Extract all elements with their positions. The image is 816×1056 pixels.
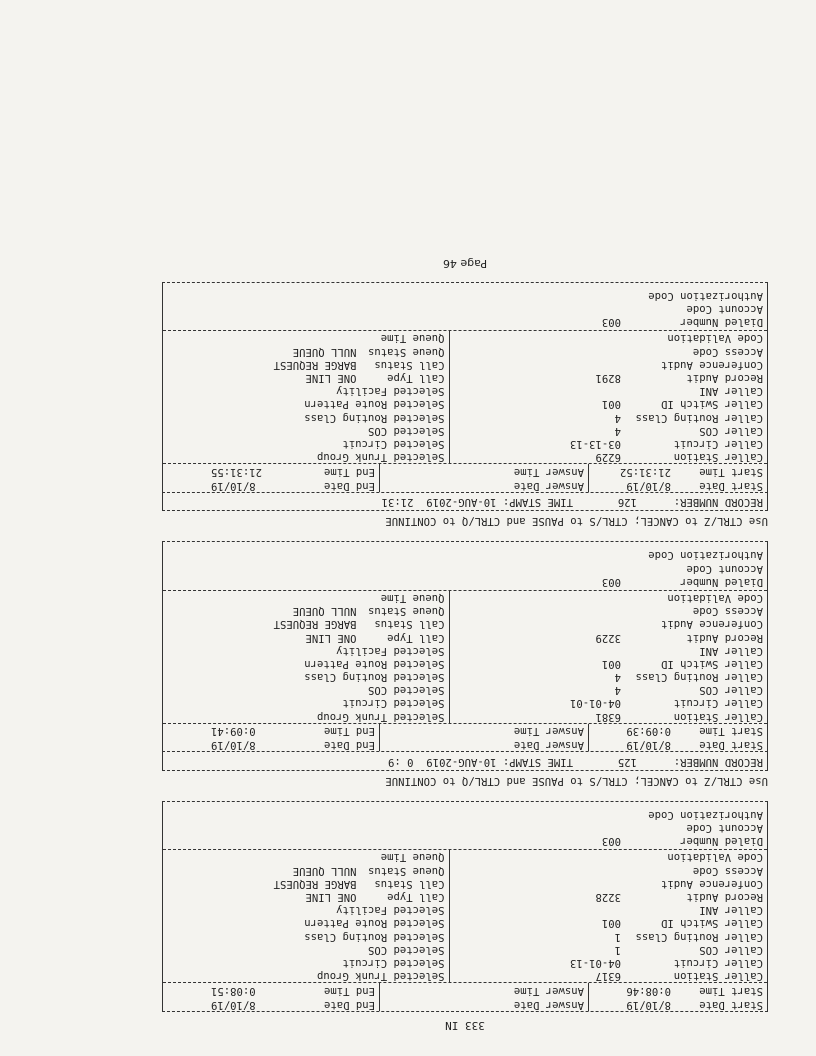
record-audit-label: Record Audit bbox=[686, 372, 763, 385]
selected-facility-label: Selected Facility bbox=[336, 644, 445, 657]
call-record bbox=[162, 801, 768, 1012]
caller-switch-id: 001 bbox=[601, 657, 621, 670]
call-type-label: Call Type bbox=[387, 372, 445, 385]
end-time-label: End Time bbox=[285, 464, 380, 478]
call-status-label: Call Status bbox=[374, 877, 445, 890]
caller-cos-label: Caller COS bbox=[699, 684, 763, 697]
start-time-label: Start Time bbox=[699, 725, 763, 738]
answer-date-label: Answer Date bbox=[484, 478, 589, 492]
call-type: ONE LINE bbox=[305, 631, 357, 644]
selected-column bbox=[163, 850, 449, 982]
answer-time bbox=[380, 724, 484, 738]
call-status: BARGE REQUEST bbox=[273, 877, 357, 890]
caller-ani-label: Caller ANI bbox=[699, 904, 763, 917]
answer-time-label: Answer Time bbox=[484, 983, 589, 997]
caller-ani-label: Caller ANI bbox=[699, 644, 763, 657]
record-number-row bbox=[162, 493, 768, 511]
account-code-label: Account Code bbox=[686, 822, 763, 835]
call-record bbox=[162, 541, 768, 787]
end-date: 8/10/19 bbox=[211, 998, 256, 1011]
start-time: 21:31:52 bbox=[619, 465, 671, 478]
record-number-label: RECORD NUMBER: bbox=[673, 755, 763, 768]
start-time: 0:08:46 bbox=[626, 984, 671, 997]
conference-audit-label: Conference Audit bbox=[660, 877, 763, 890]
caller-column bbox=[449, 850, 767, 982]
dialed-number: 003 bbox=[601, 835, 621, 848]
record-audit-label: Record Audit bbox=[686, 891, 763, 904]
answer-time-label: Answer Time bbox=[484, 464, 589, 478]
record-block bbox=[162, 542, 768, 751]
end-date-label: End Date bbox=[285, 737, 380, 751]
selected-cos-label: Selected COS bbox=[367, 684, 445, 697]
queue-status: NULL QUEUE bbox=[292, 864, 357, 877]
caller-station: 6317 bbox=[595, 970, 621, 983]
authorization-code-label: Authorization Code bbox=[648, 808, 763, 821]
divider bbox=[162, 510, 768, 511]
start-date-label: Start Date bbox=[699, 998, 763, 1011]
start-time-label: Start Time bbox=[699, 465, 763, 478]
answer-time bbox=[380, 983, 484, 997]
start-date: 8/10/19 bbox=[626, 479, 671, 492]
record-timestamp: TIME STAMP: 10-AUG-2019 0 :9 bbox=[388, 755, 573, 768]
start-date: 8/10/19 bbox=[626, 739, 671, 752]
end-date: 8/10/19 bbox=[211, 739, 256, 752]
selected-cos-label: Selected COS bbox=[367, 943, 445, 956]
caller-cos-label: Caller COS bbox=[699, 943, 763, 956]
dialed-number-label: Dialed Number bbox=[680, 575, 763, 588]
end-time-label: End Time bbox=[285, 983, 380, 997]
answer-time bbox=[380, 464, 484, 478]
selected-route-pattern-label: Selected Route Pattern bbox=[304, 657, 445, 670]
caller-station-label: Caller Station bbox=[673, 970, 763, 983]
caller-circuit-label: Caller Circuit bbox=[673, 437, 763, 450]
answer-date bbox=[380, 478, 484, 492]
authorization-code-label: Authorization Code bbox=[648, 289, 763, 302]
records-container bbox=[162, 282, 768, 1012]
page-label: 333 IN bbox=[445, 1019, 485, 1032]
caller-circuit: 04-01-01 bbox=[569, 697, 621, 710]
selected-routing-class-label: Selected Routing Class bbox=[304, 411, 445, 424]
divider bbox=[162, 492, 768, 493]
end-time-label: End Time bbox=[285, 724, 380, 738]
selected-routing-class-label: Selected Routing Class bbox=[304, 671, 445, 684]
end-time: 0:08:51 bbox=[211, 984, 256, 997]
divider bbox=[162, 541, 768, 542]
selected-facility-label: Selected Facility bbox=[336, 904, 445, 917]
caller-cos-label: Caller COS bbox=[699, 424, 763, 437]
access-code-label: Access Code bbox=[692, 345, 763, 358]
selected-circuit-label: Selected Circuit bbox=[342, 437, 445, 450]
cancel-pause-prompt: Use CTRL/Z to CANCEL; CTRL/S to PAUSE and CTRL/Q to CONTINUE bbox=[385, 774, 768, 787]
answer-date bbox=[380, 737, 484, 751]
call-status-label: Call Status bbox=[374, 618, 445, 631]
caller-station-label: Caller Station bbox=[673, 451, 763, 464]
answer-date-label: Answer Date bbox=[484, 997, 589, 1011]
divider bbox=[162, 770, 768, 771]
queue-time-label: Queue Time bbox=[380, 851, 445, 864]
start-date-label: Start Date bbox=[699, 739, 763, 752]
call-status: BARGE REQUEST bbox=[273, 618, 357, 631]
caller-station: 6229 bbox=[595, 451, 621, 464]
record-number-row bbox=[162, 752, 768, 770]
caller-circuit: 03-13-13 bbox=[569, 437, 621, 450]
caller-circuit-label: Caller Circuit bbox=[673, 697, 763, 710]
divider bbox=[162, 751, 768, 752]
time-row bbox=[163, 724, 767, 738]
dialed-number-label: Dialed Number bbox=[680, 835, 763, 848]
queue-status-label: Queue Status bbox=[367, 345, 445, 358]
dialing-info bbox=[163, 283, 767, 331]
cancel-pause-prompt: Use CTRL/Z to CANCEL; CTRL/S to PAUSE and CTRL/Q to CONTINUE bbox=[385, 515, 768, 528]
selected-column bbox=[163, 331, 449, 463]
selected-route-pattern-label: Selected Route Pattern bbox=[304, 917, 445, 930]
selected-routing-class-label: Selected Routing Class bbox=[304, 930, 445, 943]
time-row bbox=[163, 983, 767, 997]
record-audit: 3228 bbox=[595, 891, 621, 904]
start-date-label: Start Date bbox=[699, 479, 763, 492]
divider bbox=[162, 801, 768, 802]
page-footer: Page 46 bbox=[442, 256, 488, 270]
caller-ani-label: Caller ANI bbox=[699, 385, 763, 398]
caller-switch-id-label: Caller Switch ID bbox=[660, 398, 763, 411]
selected-trunk-group-label: Selected Trunk Group bbox=[316, 710, 445, 723]
caller-routing-class: 1 bbox=[614, 930, 621, 943]
divider bbox=[162, 1011, 768, 1012]
end-time: 21:31:55 bbox=[211, 465, 263, 478]
caller-circuit: 04-01-13 bbox=[569, 956, 621, 969]
start-time: 0:09:39 bbox=[626, 725, 671, 738]
caller-routing-class: 4 bbox=[614, 411, 621, 424]
caller-circuit-label: Caller Circuit bbox=[673, 956, 763, 969]
end-date-label: End Date bbox=[285, 478, 380, 492]
answer-date bbox=[380, 997, 484, 1011]
selected-circuit-label: Selected Circuit bbox=[342, 956, 445, 969]
caller-routing-class: 4 bbox=[614, 671, 621, 684]
end-date-label: End Date bbox=[285, 997, 380, 1011]
call-type: ONE LINE bbox=[305, 372, 357, 385]
queue-time-label: Queue Time bbox=[380, 591, 445, 604]
dialed-number-label: Dialed Number bbox=[680, 316, 763, 329]
dialed-number: 003 bbox=[601, 316, 621, 329]
record-number: 126 bbox=[617, 496, 637, 509]
caller-cos: 4 bbox=[614, 684, 621, 697]
answer-date-label: Answer Date bbox=[484, 737, 589, 751]
selected-trunk-group-label: Selected Trunk Group bbox=[316, 970, 445, 983]
access-code-label: Access Code bbox=[692, 864, 763, 877]
record-audit: 8291 bbox=[595, 372, 621, 385]
caller-switch-id-label: Caller Switch ID bbox=[660, 657, 763, 670]
date-row bbox=[163, 997, 767, 1011]
queue-time-label: Queue Time bbox=[380, 332, 445, 345]
call-type: ONE LINE bbox=[305, 891, 357, 904]
account-code-label: Account Code bbox=[686, 303, 763, 316]
code-validation-label: Code Validation bbox=[667, 591, 763, 604]
selected-cos-label: Selected COS bbox=[367, 424, 445, 437]
caller-routing-class-label: Caller Routing Class bbox=[635, 411, 763, 424]
record-number: 125 bbox=[617, 755, 637, 768]
record-number-label: RECORD NUMBER: bbox=[673, 496, 763, 509]
selected-column bbox=[163, 591, 449, 723]
caller-switch-id: 001 bbox=[601, 398, 621, 411]
code-validation-label: Code Validation bbox=[667, 332, 763, 345]
record-block bbox=[162, 283, 768, 492]
end-date: 8/10/19 bbox=[211, 479, 256, 492]
call-status: BARGE REQUEST bbox=[273, 358, 357, 371]
caller-station: 6381 bbox=[595, 710, 621, 723]
call-record-sheet bbox=[162, 255, 768, 1032]
selected-circuit-label: Selected Circuit bbox=[342, 697, 445, 710]
record-audit: 3229 bbox=[595, 631, 621, 644]
caller-cos: 1 bbox=[614, 943, 621, 956]
time-row bbox=[163, 464, 767, 478]
access-code-label: Access Code bbox=[692, 605, 763, 618]
call-type-label: Call Type bbox=[387, 891, 445, 904]
dialed-number: 003 bbox=[601, 575, 621, 588]
caller-cos: 4 bbox=[614, 424, 621, 437]
selected-facility-label: Selected Facility bbox=[336, 385, 445, 398]
queue-status: NULL QUEUE bbox=[292, 605, 357, 618]
queue-status-label: Queue Status bbox=[367, 605, 445, 618]
selected-route-pattern-label: Selected Route Pattern bbox=[304, 398, 445, 411]
conference-audit-label: Conference Audit bbox=[660, 618, 763, 631]
divider bbox=[162, 282, 768, 283]
caller-station-label: Caller Station bbox=[673, 710, 763, 723]
record-block bbox=[162, 802, 768, 1011]
answer-time-label: Answer Time bbox=[484, 724, 589, 738]
code-validation-label: Code Validation bbox=[667, 851, 763, 864]
call-type-label: Call Type bbox=[387, 631, 445, 644]
caller-column bbox=[449, 331, 767, 463]
record-timestamp: TIME STAMP: 10-AUG-2019 21:31 bbox=[381, 496, 573, 509]
caller-routing-class-label: Caller Routing Class bbox=[635, 671, 763, 684]
date-row bbox=[163, 478, 767, 492]
dialing-info bbox=[163, 802, 767, 850]
record-detail bbox=[163, 591, 767, 723]
caller-column bbox=[449, 591, 767, 723]
record-audit-label: Record Audit bbox=[686, 631, 763, 644]
start-date: 8/10/19 bbox=[626, 998, 671, 1011]
conference-audit-label: Conference Audit bbox=[660, 358, 763, 371]
caller-routing-class-label: Caller Routing Class bbox=[635, 930, 763, 943]
date-row bbox=[163, 737, 767, 751]
caller-switch-id-label: Caller Switch ID bbox=[660, 917, 763, 930]
account-code-label: Account Code bbox=[686, 562, 763, 575]
record-detail bbox=[163, 850, 767, 982]
caller-switch-id: 001 bbox=[601, 917, 621, 930]
end-time: 0:09:41 bbox=[211, 725, 256, 738]
call-status-label: Call Status bbox=[374, 358, 445, 371]
selected-trunk-group-label: Selected Trunk Group bbox=[316, 451, 445, 464]
record-detail bbox=[163, 331, 767, 463]
dialing-info bbox=[163, 542, 767, 590]
call-record bbox=[162, 282, 768, 528]
start-time-label: Start Time bbox=[699, 984, 763, 997]
authorization-code-label: Authorization Code bbox=[648, 549, 763, 562]
queue-status-label: Queue Status bbox=[367, 864, 445, 877]
queue-status: NULL QUEUE bbox=[292, 345, 357, 358]
